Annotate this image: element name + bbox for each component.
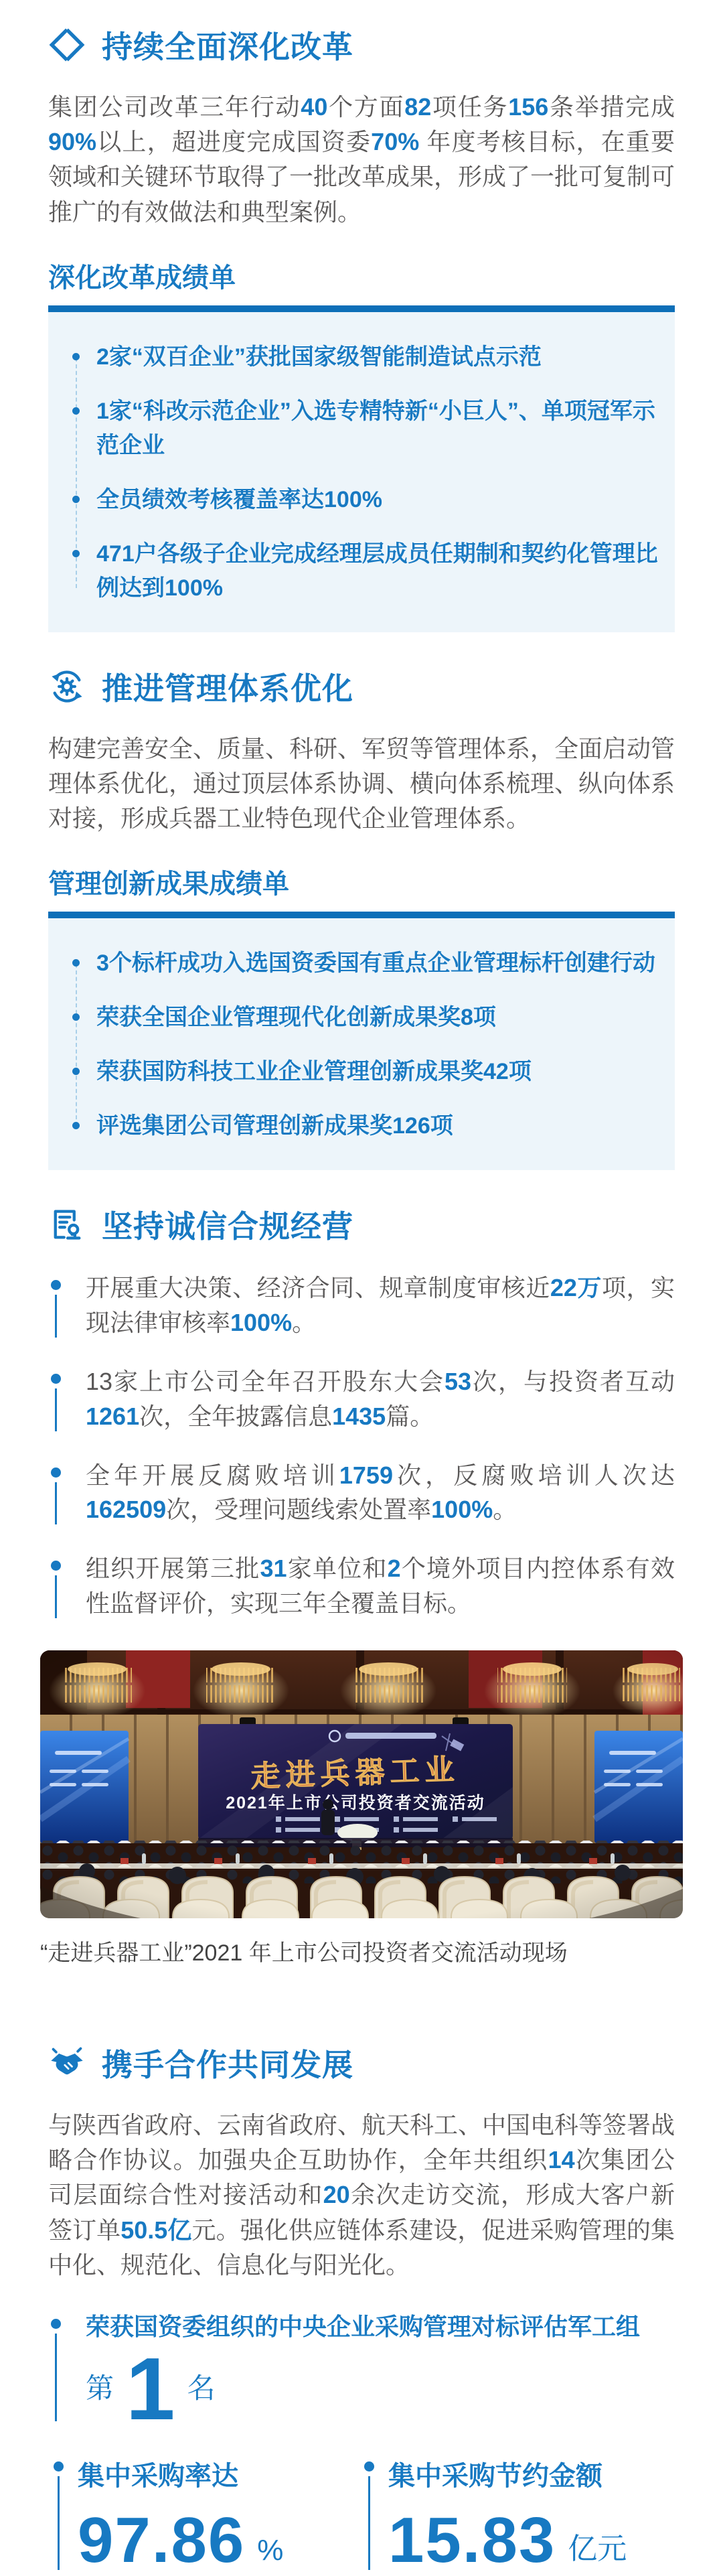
scorecard-box [48,305,675,632]
rank-number: 1 [126,2339,175,2438]
award-list [48,2309,675,2438]
highlight-number: 22万 [550,1274,602,1302]
stat-value-row [78,2504,359,2576]
section-management [48,664,675,1171]
highlight-number: 50.5亿 [120,2216,192,2244]
highlight-number: 1759 [339,1461,393,1489]
section-title: 携手合作共同发展 [102,2047,353,2082]
document-stamp-icon [48,1206,86,1243]
section-header [48,664,675,709]
list-item [48,1551,675,1621]
highlight-number: 40 [301,93,328,121]
text-segment: 个境外项目内控体系有效性监督评价，实现三年全覆盖目标。 [86,1555,675,1618]
text-segment: 次，受理问题线索处置率 [166,1496,432,1524]
text-segment: 年度考核目标，在重要领域和关键环节取得了一批改革成果，形成了一批可复制可推广的有效做法和典型案例。 [48,128,675,226]
stat-value-row [388,2504,675,2576]
text-segment: 条举措完成 [548,93,675,121]
text-segment: 组织开展第三批 [86,1555,260,1583]
scorecard-item: 荣获国防科技工业企业管理创新成果奖42项 [72,1055,669,1089]
text-segment: 元。强化供应链体系建设，促进采购管理的集中化、规范化、信息化与阳光化。 [48,2216,675,2279]
highlight-number: 2 [387,1555,401,1583]
text-segment: 家单位和 [287,1555,388,1583]
text-segment: 与陕西省政府、云南省政府、航天科工、中国电科等签署战略合作协议。加强央企互助协作，全年共组织 [48,2110,675,2174]
text-segment: 次，与投资者互动 [471,1367,675,1395]
scorecard-item: 471户各级子企业完成经理层成员任期制和契约化管理比例达到100% [72,537,669,605]
text-segment: 项，实现法律审核率 [86,1274,675,1337]
scorecard-title: 深化改革成绩单 [48,263,236,293]
section-title: 持续全面深化改革 [102,29,353,64]
highlight-number: 53 [444,1367,472,1395]
section-paragraph [48,2108,675,2283]
stat-unit: 亿元 [568,2532,627,2565]
handshake-icon [48,2044,86,2082]
section-compliance [48,1202,675,1621]
text-segment: 个方面 [327,93,405,121]
highlight-number: 1435 [332,1402,386,1430]
text-segment: 次，全年披露信息 [139,1402,333,1430]
stat-value: 97.86 [78,2504,246,2576]
award-item [48,2309,675,2438]
rank-suffix: 名 [187,2372,216,2405]
gear-cycle-icon [48,668,86,705]
award-text: 荣获国资委组织的中央企业采购管理对标评估军工组 [86,2312,641,2340]
text-segment: 。 [493,1496,517,1524]
text-segment: 篇。 [386,1402,434,1430]
rank-line [86,2339,675,2438]
section-cooperation [48,2041,675,2576]
text-segment: 余次走访交流，形成大客户新签订单 [48,2181,675,2244]
highlight-number: 14 [548,2146,575,2174]
scorecard-item: 全员绩效考核覆盖率达100% [72,483,669,517]
text-segment: 项任务 [431,93,509,121]
highlight-number: 162509 [86,1496,167,1524]
stat-procurement-savings [359,2455,675,2576]
reform-diamond-icon [48,26,86,64]
highlight-number: 31 [260,1555,287,1583]
highlight-number: 82 [404,93,432,121]
list-item [48,1364,675,1434]
scorecard-item: 评选集团公司管理创新成果奖126项 [72,1109,669,1143]
scorecard-item: 3个标杆成功入选国资委国有重点企业管理标杆创建行动 [72,946,669,981]
section-header [48,1202,675,1246]
text-segment: 13家上市公司全年召开股东大会 [86,1367,445,1395]
stat-label: 集中采购率达 [78,2461,238,2492]
compliance-list [48,1271,675,1621]
text-segment: 以上，超进度完成国资委 [96,128,372,156]
highlight-number: 20 [323,2181,350,2209]
stats-row [48,2455,675,2576]
stat-unit: % [257,2533,284,2567]
highlight-number: 1261 [86,1402,140,1430]
text-segment: 构建完善安全、质量、科研、军贸等管理体系，全面启动管理体系优化，通过顶层体系协调、横向体系梳理、纵向体系对接，形成兵器工业特色现代企业管理体系。 [48,734,675,833]
section-header [48,23,675,67]
highlight-number: 90% [48,128,97,156]
conference-photo-illustration [40,1650,683,1918]
scorecard-list [72,340,669,605]
text-segment: 开展重大决策、经济合同、规章制度审核近 [86,1274,550,1302]
section-title: 坚持诚信合规经营 [102,1209,353,1244]
scorecard-list [72,946,669,1143]
scorecard-title: 管理创新成果成绩单 [48,869,289,900]
highlight-number: 100% [230,1309,293,1337]
scorecard-box [48,912,675,1170]
text-segment: 全年开展反腐败培训 [86,1461,339,1489]
stat-label: 集中采购节约金额 [388,2461,602,2492]
section-title: 推进管理体系优化 [102,670,353,706]
list-item [48,1271,675,1340]
section-paragraph [48,90,675,230]
highlight-number: 100% [431,1496,493,1524]
list-item [48,1458,675,1528]
section-reform [48,23,675,632]
scorecard-item: 1家“科改示范企业”入选专精特新“小巨人”、单项冠军示范企业 [72,395,669,463]
text-segment: 。 [292,1309,317,1337]
section-header [48,2041,675,2085]
text-segment: 集团公司改革三年行动 [48,93,301,121]
text-segment: 次，反腐败培训人次达 [392,1461,675,1489]
stat-value: 15.83 [388,2504,556,2576]
highlight-number: 156 [508,93,549,121]
section-paragraph [48,731,675,837]
rank-prefix: 第 [86,2372,114,2405]
scorecard-item: 2家“双百企业”获批国家级智能制造试点示范 [72,340,669,374]
scorecard-item: 荣获全国企业管理现代化创新成果奖8项 [72,1001,669,1035]
highlight-number: 70% [371,128,420,156]
stat-centralized-procurement-rate [48,2455,359,2576]
text-segment: 次集团公司层面综合性对接活动和 [48,2146,675,2209]
conference-photo [40,1650,683,1918]
photo-caption: “走进兵器工业”2021 年上市公司投资者交流活动现场 [40,1940,568,1966]
